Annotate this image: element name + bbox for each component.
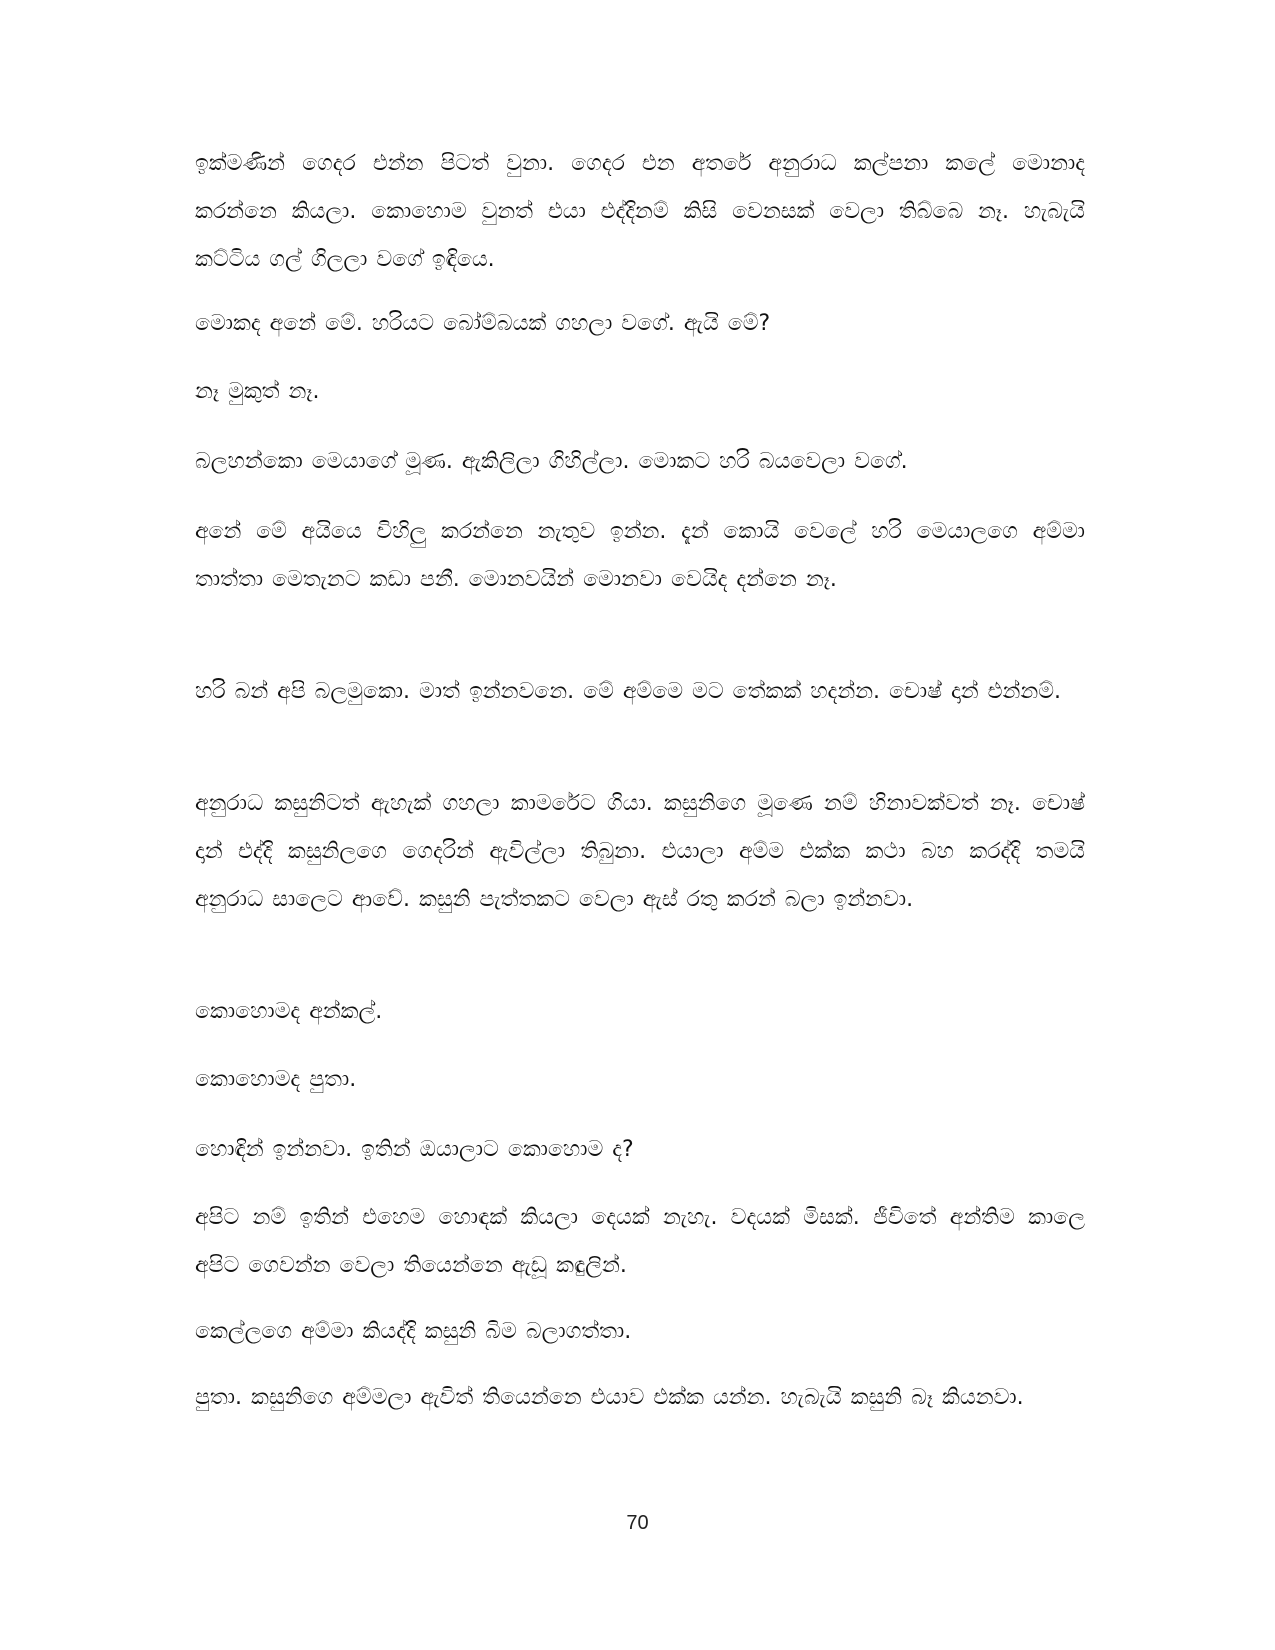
paragraph: පුතා. කසුනිගෙ අම්මලා ඇවිත් තියෙන්නෙ එයාව එක්ක යන්න. හැබැයි කසුනි බෑ කියනවා. [195,1385,1024,1410]
paragraph: මොකද අනේ මේ. හරියට බෝම්බයක් ගහලා වගේ. ඇයි මේ? [195,311,771,336]
paragraph: බලහන්කො මෙයාගේ මූණ. ඇකිලිලා ගිහිල්ලා. මොකට හරි බයවෙලා වගේ. [195,449,908,474]
paragraph: කොහොමද පුතා. [195,1067,357,1092]
page-number: 70 [626,1512,649,1534]
paragraph: ඉක්මණින් ගෙදර එන්න පිටත් වුනා. ගෙදර එන අතරේ අනුරාධ කල්පනා කලේ මොනාද කරන්නෙ කියලා. කොහොම වුනත් එයා එද්දිනම් කිසි වෙනසක් වෙලා තිබ්බෙ නෑ. හැබැයි කට්ටිය ගල් ගිලලා වගේ ඉඳියෙ. [195,151,1085,272]
paragraph: කොහොමද අන්කල්. [195,999,383,1024]
paragraph: නෑ මුකුත් නෑ. [195,379,320,404]
paragraph: කෙල්ලගෙ අම්මා කියද්දි කසුනි බිම බලාගත්තා. [195,1319,632,1344]
paragraph: හොඳින් ඉන්නවා. ඉතින් ඔයාලාට කොහොම ද? [195,1137,634,1162]
paragraph: හරි බන් අපි බලමුකො. මාත් ඉන්නවනෙ. මේ අම්මෙ මට තේකක් හදන්න. චොෂ් දාන් එන්නම්. [195,679,1062,704]
paragraph: අනුරාධ කසුනිටත් ඇහැක් ගහලා කාමරේට ගියා. කසුනිගෙ මූණෙ නම් හිනාවක්වත් නෑ. චොෂ් දාන් එද්දි කසුනිලගෙ ගෙදරින් ඇවිල්ලා තිබුනා. එයාලා අම්ම එක්ක කථා බහ කරද්දි තමයි අනුරාධ සාලෙට ආවේ. කසුනි පැත්තකට වෙලා ඇස් රතු කරන් බලා ඉන්නවා. [195,791,1085,912]
paragraph: අපිට නම් ඉතින් එහෙම හොඳක් කියලා දෙයක් නැහැ. වදයක් මිසක්. ජීවිතේ අන්තිම කාලෙ අපිට ගෙවන්න වෙලා තියෙන්නෙ ඇඩූ කඳුලින්. [195,1205,1085,1278]
paragraph: අනේ මේ අයියෙ විහිලු කරන්නෙ නැතුව ඉන්න. දැන් කොයි වෙලේ හරි මෙයාලගෙ අම්මා තාත්තා මෙතැනට කඩා පනී. මොනවයින් මොනවා වෙයිද දන්නෙ නෑ. [195,519,1085,592]
